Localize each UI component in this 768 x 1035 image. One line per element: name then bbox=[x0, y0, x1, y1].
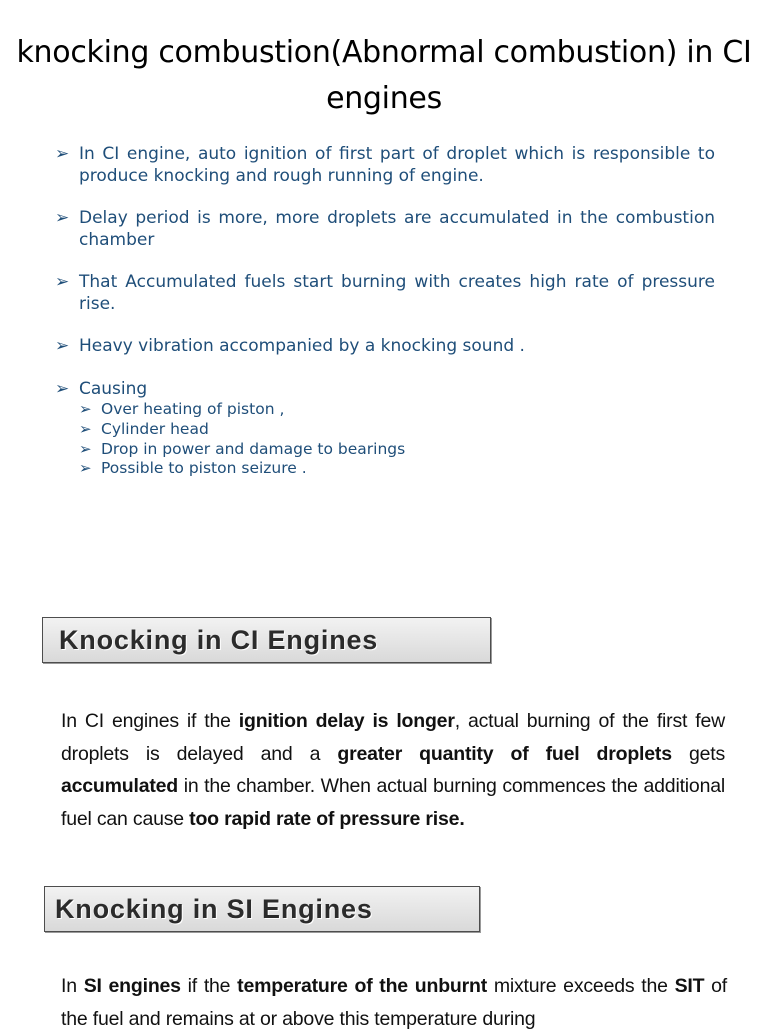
arrow-bullet-icon: ➢ bbox=[55, 272, 70, 292]
paragraph-emphasis: too rapid rate of pressure rise bbox=[189, 807, 460, 830]
arrow-bullet-icon: ➢ bbox=[55, 144, 70, 164]
paragraph-emphasis: temperature of the unburnt bbox=[237, 975, 488, 997]
si-section-heading-box bbox=[44, 886, 480, 932]
bullet-text: In CI engine, auto ignition of first part of droplet which is responsible to produce knocking and rough running of engine. bbox=[79, 144, 715, 186]
bullet-item bbox=[55, 272, 715, 315]
paragraph-text: of the fuel and remains at or above this temperature during bbox=[61, 975, 727, 1030]
sub-bullet-list bbox=[79, 400, 715, 479]
paragraph-emphasis: accumulated bbox=[61, 775, 179, 797]
si-paragraph bbox=[61, 970, 727, 1035]
bullet-text: Delay period is more, more droplets are accumulated in the combustion chamber bbox=[79, 208, 715, 250]
sub-bullet-item bbox=[79, 440, 715, 460]
paragraph-text: gets bbox=[671, 742, 726, 765]
bullet-item bbox=[55, 208, 715, 251]
arrow-bullet-icon: ➢ bbox=[79, 400, 92, 418]
paragraph-emphasis: . bbox=[459, 807, 465, 830]
sub-bullet-text: Possible to piston seizure . bbox=[101, 459, 307, 478]
slide-title: knocking combustion(Abnormal combustion) in CI engines bbox=[16, 35, 752, 116]
sub-bullet-item bbox=[79, 400, 715, 420]
paragraph-emphasis: greater quantity of fuel droplets bbox=[337, 742, 672, 765]
sub-bullet-text: Cylinder head bbox=[101, 419, 209, 438]
bullet-text: That Accumulated fuels start burning with creates high rate of pressure rise. bbox=[79, 272, 715, 314]
arrow-bullet-icon: ➢ bbox=[79, 459, 92, 478]
arrow-bullet-icon: ➢ bbox=[55, 208, 70, 228]
arrow-bullet-icon: ➢ bbox=[55, 378, 70, 399]
sub-bullet-text: Drop in power and damage to bearings bbox=[101, 439, 406, 458]
bullet-item bbox=[55, 336, 715, 358]
ci-section-heading: Knocking in CI Engines bbox=[59, 625, 379, 655]
paragraph-emphasis: ignition delay is longer bbox=[238, 710, 455, 732]
arrow-bullet-icon: ➢ bbox=[79, 419, 92, 438]
bullet-item bbox=[55, 144, 715, 187]
sub-bullet-item bbox=[79, 459, 715, 479]
paragraph-text: if the bbox=[180, 975, 238, 997]
bullet-item bbox=[55, 379, 715, 480]
arrow-bullet-icon: ➢ bbox=[79, 439, 92, 458]
paragraph-text: , actual burning of the first few droplets is delayed and a bbox=[61, 710, 725, 765]
paragraph-text: In bbox=[61, 975, 84, 997]
si-section-heading: Knocking in SI Engines bbox=[55, 894, 373, 924]
paragraph-text: In CI engines if the bbox=[61, 710, 239, 732]
paragraph-text: mixture exceeds the bbox=[487, 975, 675, 997]
sub-bullet-item bbox=[79, 420, 715, 440]
paragraph-emphasis: SIT bbox=[674, 975, 705, 997]
bullet-text: Causing bbox=[79, 378, 148, 399]
paragraph-emphasis: SI engines bbox=[83, 975, 181, 997]
ci-section-heading-box bbox=[42, 617, 491, 663]
paragraph-text: in the chamber. When actual burning commences the additional fuel can cause bbox=[61, 775, 725, 830]
ci-paragraph bbox=[61, 705, 725, 835]
arrow-bullet-icon: ➢ bbox=[55, 336, 70, 356]
bullet-list bbox=[55, 144, 715, 479]
sub-bullet-text: Over heating of piston , bbox=[101, 400, 285, 418]
bullet-text: Heavy vibration accompanied by a knocking sound . bbox=[79, 336, 525, 356]
